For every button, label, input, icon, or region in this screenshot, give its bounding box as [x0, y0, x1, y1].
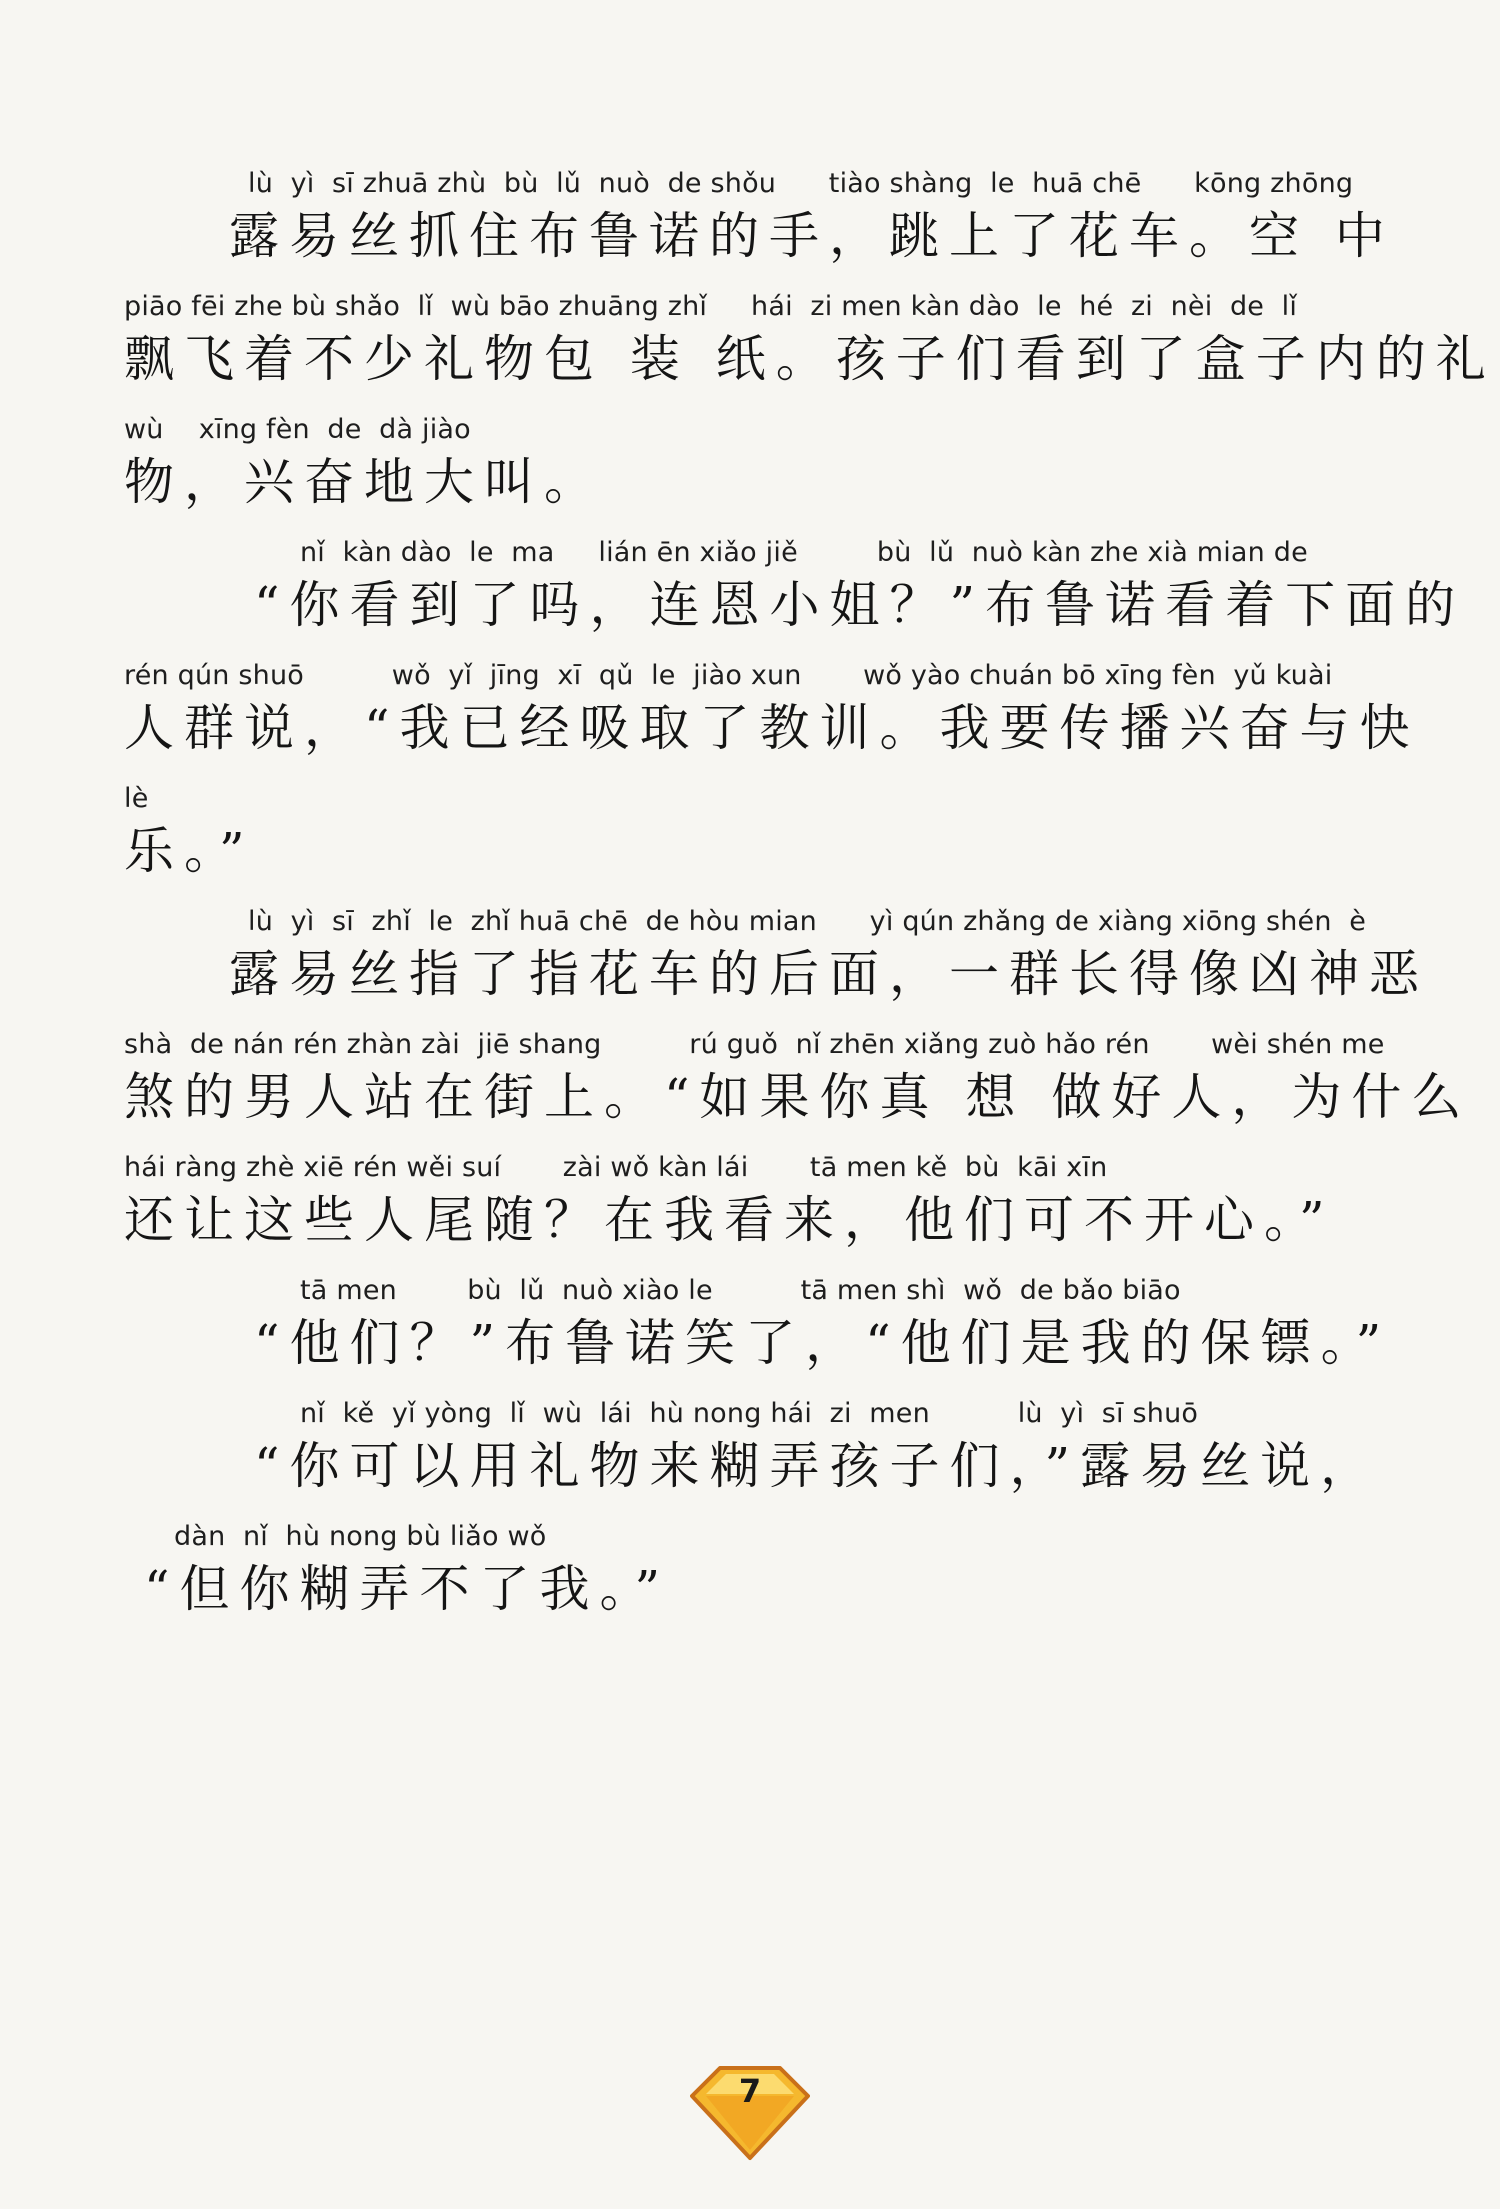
text-line-10: [124, 1272, 1392, 1376]
pinyin-row: hái ràng zhè xiē rén wěi suí zài wǒ kàn lái tā men kě bù kāi xīn: [124, 1152, 1108, 1183]
text-line-12: [124, 1518, 1380, 1622]
hanzi-row: 物，兴奋地大叫。: [124, 453, 604, 511]
text-line-3: [124, 411, 1380, 515]
pinyin-row: lù yì sī zhǐ le zhǐ huā chē de hòu mian yì qún zhǎng de xiàng xiōng shén è: [248, 906, 1367, 937]
text-line-9: [124, 1149, 1380, 1253]
page-number-badge: [690, 2066, 810, 2161]
pinyin-row: piāo fēi zhe bù shǎo lǐ wù bāo zhuāng zhǐ hái zi men kàn dào le hé zi nèi de lǐ: [124, 291, 1298, 322]
text-line-5: [124, 657, 1420, 761]
text-line-7: [124, 903, 1429, 1007]
text-line-6: [124, 780, 1380, 884]
pinyin-row: lè: [124, 783, 149, 814]
pinyin-row: rén qún shuō wǒ yǐ jīng xī qǔ le jiào xun wǒ yào chuán bō xīng fèn yǔ kuài: [124, 660, 1333, 691]
hanzi-row: 乐。”: [124, 822, 255, 880]
hanzi-row: “你可以用礼物来糊弄孩子们，”露易丝说，: [254, 1437, 1381, 1495]
hanzi-row: 人群说，“我已经吸取了教训。我要传播兴奋与快: [124, 699, 1420, 757]
pinyin-row: lù yì sī zhuā zhù bù lǔ nuò de shǒu tiào shàng le huā chē kōng zhōng: [248, 168, 1354, 199]
pinyin-row: dàn nǐ hù nong bù liǎo wǒ: [174, 1521, 547, 1552]
pinyin-row: nǐ kě yǐ yòng lǐ wù lái hù nong hái zi men lù yì sī shuō: [300, 1398, 1199, 1429]
hanzi-row: 露易丝抓住布鲁诺的手，跳上了花车。空 中: [229, 207, 1395, 265]
page-number: 7: [738, 2072, 762, 2110]
hanzi-row: 煞的男人站在街上。“如果你真 想 做好人，为什么: [124, 1068, 1472, 1126]
text-line-8: [124, 1026, 1472, 1130]
text-line-2: [124, 288, 1496, 392]
hanzi-row: “你看到了吗，连恩小姐？”布鲁诺看着下面的: [254, 576, 1466, 634]
hanzi-row: 还让这些人尾随？在我看来，他们可不开心。”: [124, 1191, 1335, 1249]
pinyin-row: tā men bù lǔ nuò xiào le tā men shì wǒ de bǎo biāo: [300, 1275, 1181, 1306]
text-line-4: [124, 534, 1466, 638]
hanzi-row: “他们？”布鲁诺笑了，“他们是我的保镖。”: [254, 1314, 1392, 1372]
pinyin-row: shà de nán rén zhàn zài jiē shang rú guǒ nǐ zhēn xiǎng zuò hǎo rén wèi shén me: [124, 1029, 1385, 1060]
pinyin-row: wù xīng fèn de dà jiào: [124, 414, 471, 445]
pinyin-row: nǐ kàn dào le ma lián ēn xiǎo jiě bù lǔ nuò kàn zhe xià mian de: [300, 537, 1308, 568]
hanzi-row: 露易丝指了指花车的后面，一群长得像凶神恶: [229, 945, 1429, 1003]
text-line-1: [124, 165, 1395, 269]
hanzi-row: “但你糊弄不了我。”: [144, 1560, 671, 1618]
text-line-11: [124, 1395, 1380, 1499]
hanzi-row: 飘飞着不少礼物包 装 纸。孩子们看到了盒子内的礼: [124, 330, 1496, 388]
